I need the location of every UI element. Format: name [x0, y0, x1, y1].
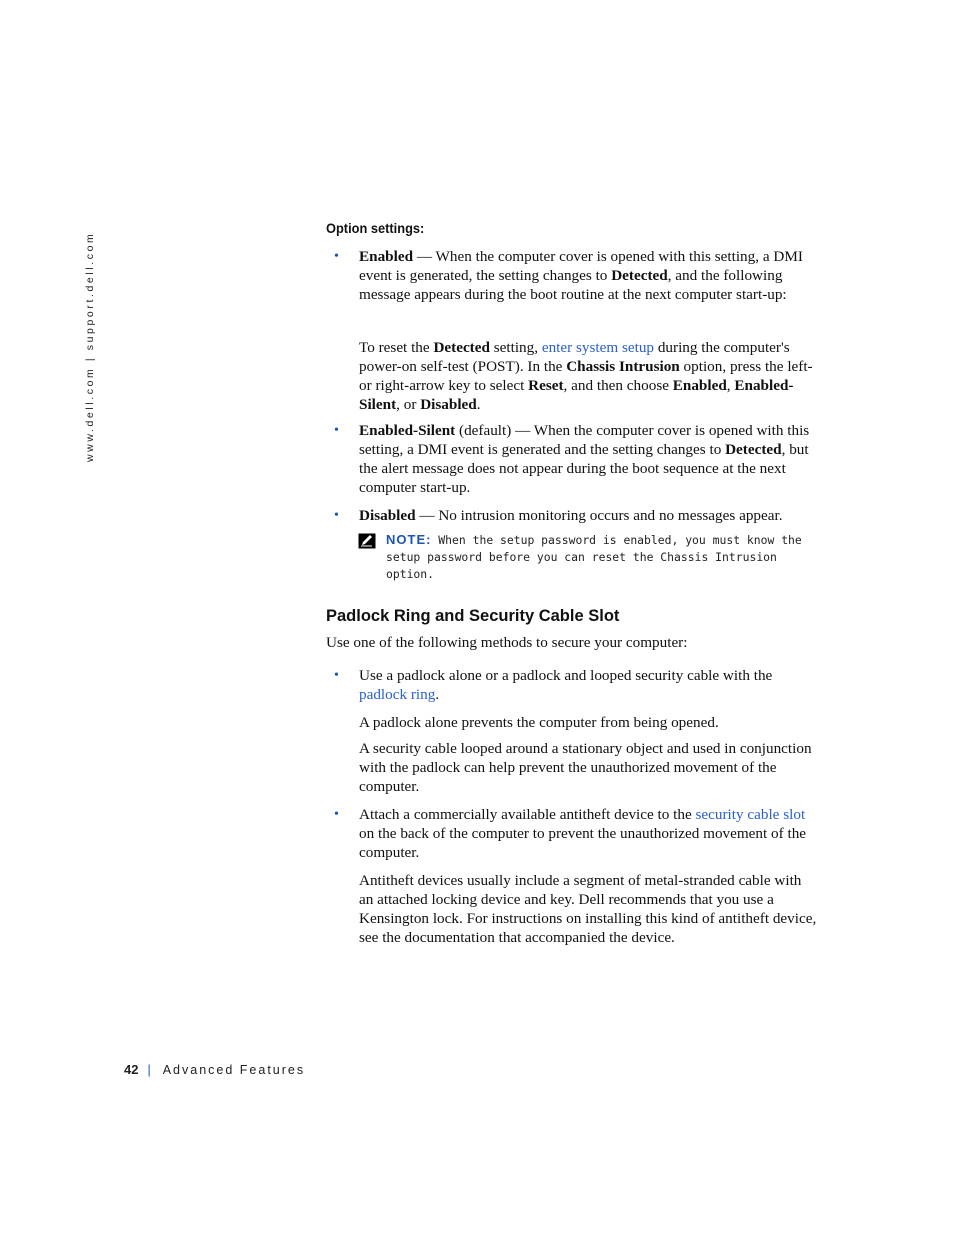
- reset-text-1: To reset the: [359, 339, 434, 356]
- reset-text-6: ,: [726, 377, 735, 394]
- footer-separator: |: [147, 1063, 151, 1077]
- enabled-silent-text-1: (default) — When the computer cover is opened with this setting, a DMI event is generated and the setting changes to: [359, 422, 810, 458]
- reset-term-enabled: Enabled: [672, 377, 727, 394]
- enabled-paragraph: [359, 247, 818, 304]
- reset-text-4: option, press the left- or right-arrow key to select: [359, 358, 813, 394]
- security-cable-slot-link[interactable]: security cable slot: [695, 806, 806, 823]
- bullet-icon: •: [334, 249, 339, 264]
- reset-term-disabled: Disabled: [420, 396, 477, 413]
- reset-text-8: .: [476, 396, 481, 413]
- list-item-padlock: [326, 666, 818, 704]
- reset-text-5: , and then choose: [563, 377, 673, 394]
- term-detected: Detected: [611, 267, 668, 284]
- term-disabled: Disabled: [359, 507, 416, 524]
- chapter-title: Advanced Features: [162, 1063, 306, 1077]
- padlock-item-text-1: Use a padlock alone or a padlock and looped security cable with the: [359, 667, 773, 684]
- term-detected: Detected: [725, 441, 782, 458]
- list-item-security-cable: [326, 805, 818, 862]
- reset-term-detected: Detected: [433, 339, 490, 356]
- padlock-para-1: A padlock alone prevents the computer from being opened.: [359, 714, 719, 731]
- reset-text-2: setting,: [489, 339, 542, 356]
- reset-text-7: , or: [396, 396, 421, 413]
- padlock-para-2: A security cable looped around a stationary object and used in conjunction with the padlock can help prevent the unauthorized movement of the computer.: [359, 740, 812, 795]
- security-item-text-2: on the back of the computer to prevent the unauthorized movement of the computer.: [359, 825, 807, 861]
- reset-paragraph: [326, 338, 818, 414]
- bullet-icon: •: [334, 668, 339, 683]
- padlock-ring-link[interactable]: padlock ring: [359, 686, 436, 703]
- page-footer: [124, 1062, 305, 1077]
- bullet-icon: •: [334, 508, 339, 523]
- pencil-note-icon: [358, 533, 376, 549]
- bullet-icon: •: [334, 807, 339, 822]
- disabled-text: — No intrusion monitoring occurs and no messages appear.: [415, 507, 783, 524]
- reset-term-enabled-silent: Enabled-Silent: [359, 377, 794, 413]
- reset-term-reset: Reset: [528, 377, 564, 394]
- sidebar-url-text: www.dell.com | support.dell.com: [84, 231, 96, 462]
- reset-text-3: during the computer's power-on self-test (POST). In the: [359, 339, 790, 375]
- bullet-icon: •: [334, 423, 339, 438]
- reset-term-chassis: Chassis Intrusion: [566, 358, 680, 375]
- enabled-text-1: — When the computer cover is opened with this setting, a DMI event is generated, the setting changes to: [359, 248, 803, 284]
- page-number: 42: [124, 1062, 139, 1077]
- enter-system-setup-link[interactable]: enter system setup: [541, 339, 655, 356]
- list-item-enabled-silent: [326, 421, 818, 497]
- note-label: NOTE:: [386, 532, 432, 547]
- note-text: When the setup password is enabled, you must know the setup password before you can reset the Chassis Intrusion option.: [386, 533, 802, 581]
- sidebar-url: [84, 222, 100, 462]
- antitheft-paragraph: Antitheft devices usually include a segment of metal-stranded cable with an attached locking device and key. Dell recommends that you use a Kensington lock. For instructions on installing this kind of antitheft device, see the documentation that accompanied the device.: [359, 872, 817, 946]
- padlock-item-text-2: .: [435, 686, 440, 703]
- padlock-section-heading: Padlock Ring and Security Cable Slot: [326, 607, 620, 625]
- note-box: [326, 531, 818, 583]
- term-enabled-silent: Enabled-Silent: [359, 422, 456, 439]
- security-item-text-1: Attach a commercially available antitheft device to the: [359, 806, 696, 823]
- main-content: [326, 219, 818, 954]
- list-item-disabled: [326, 506, 818, 525]
- option-settings-heading: Option settings:: [326, 221, 425, 236]
- list-item-enabled: [326, 247, 818, 304]
- padlock-intro: Use one of the following methods to secure your computer:: [326, 634, 688, 651]
- term-enabled: Enabled: [359, 248, 414, 265]
- enabled-silent-text-2: , but the alert message does not appear during the boot sequence at the next computer start-up.: [359, 441, 809, 496]
- enabled-text-2: , and the following message appears during the boot routine at the next computer start-up:: [359, 267, 787, 303]
